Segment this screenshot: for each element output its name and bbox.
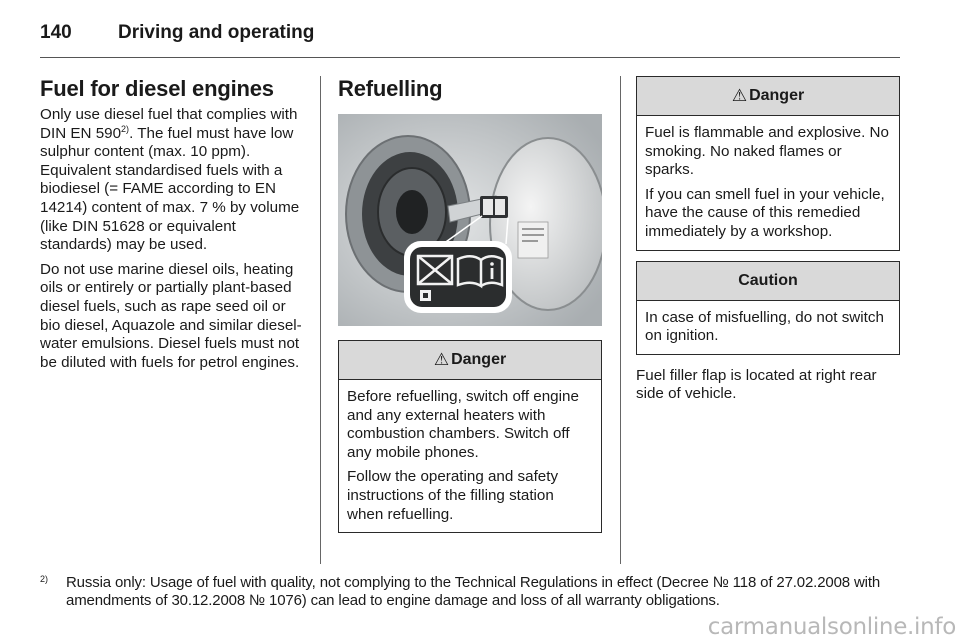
paragraph-text: . The fuel must have low sulphur content (max. 10 ppm). Equivalent standardised fuels with a biodiesel (= FAME according to EN 14214) content of max. 7 % by volume (like DIN 51628 or equivalent standards) may be used. [40,124,300,254]
warning-triangle-icon: ⚠ [731,86,748,105]
danger-box-title: Danger [451,351,507,368]
column-divider [620,76,621,564]
caution-box-header [637,262,899,301]
caution-box [636,261,900,355]
paragraph: Do not use marine diesel oils, heating oils or entirely or partially plant-based diesel fuels, such as rape seed oil or bio diesel, Aquazole and similar diesel-water emulsions. Diesel fuels must not be diluted with fuels for petrol engines. [40,260,302,371]
paragraph: Fuel filler flap is located at right rear side of vehicle. [636,366,877,403]
danger-box-body [339,380,601,532]
running-title: Driving and operating [118,22,315,43]
caution-box-title: Caution [738,271,798,289]
footnote-mark: 2) [40,574,49,584]
paragraph: Fuel is flammable and explosive. No smoking. No naked flames or sparks. [645,124,889,179]
footnote-reference[interactable]: 2) [121,123,130,134]
watermark: carmanualsonline.info [707,614,956,640]
caution-box-body [637,301,899,354]
page-header [40,18,900,58]
paragraph: In case of misfuelling, do not switch on ignition. [645,308,884,345]
danger-box-header [339,341,601,380]
danger-box-title: Danger [749,87,805,104]
header-rule [40,57,900,58]
paragraph: If you can smell fuel in your vehicle, have the cause of this remedied immediately by a workshop. [645,185,885,240]
footnote-text: Russia only: Usage of fuel with quality, not complying to the Technical Regulations in effect (Decree № 118 of 27.02.2008 with amendments of 30.12.2008 № 1076) can lead to engine damage and loss of all warranty obligations. [66,574,881,610]
danger-box [338,340,602,533]
paragraph: Follow the operating and safety instructions of the filling station when refuelling. [347,468,559,523]
column-divider [320,76,321,564]
warning-triangle-icon: ⚠ [433,350,450,369]
page-number: 140 [40,22,72,43]
section-heading: Refuelling [338,76,443,101]
paragraph-text: Only use diesel fuel that complies with DIN EN 590 [40,106,298,142]
danger-box-body [637,116,899,250]
paragraph: Before refuelling, switch off engine and any external heaters with combustion chambers. Switch off any mobile phones. [347,388,579,461]
column-warnings [636,76,900,404]
column-refuelling [338,76,602,533]
section-heading: Fuel for diesel engines [40,76,274,101]
danger-box [636,76,900,251]
fuel-filler-illustration [338,114,602,326]
danger-box-header [637,77,899,116]
fuel-filler-photo [338,114,602,326]
paragraph [40,106,302,255]
column-diesel-fuel [40,76,302,372]
